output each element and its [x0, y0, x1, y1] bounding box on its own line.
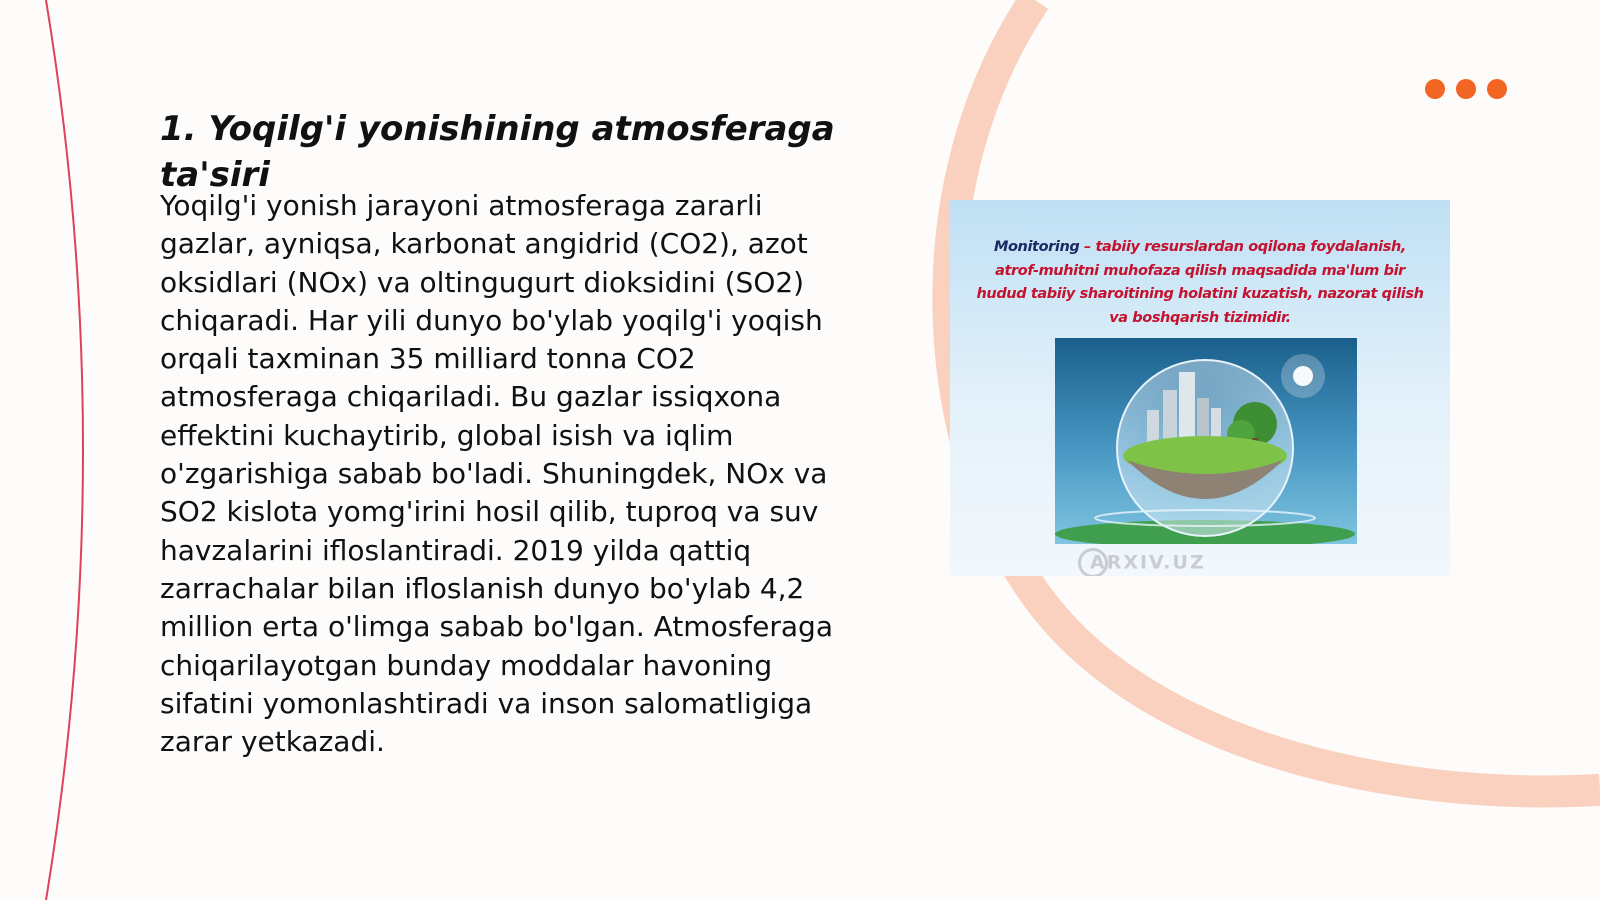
- slide-title: 1. Yoqilg'i yonishining atmosferaga ta'siri: [160, 109, 835, 195]
- caption-term: Monitoring: [993, 239, 1080, 255]
- dot: [1456, 79, 1476, 99]
- card-caption: [975, 236, 1425, 330]
- dot: [1425, 79, 1445, 99]
- left-accent-line: [46, 0, 83, 900]
- watermark-text: ARXIV.UZ: [1090, 551, 1206, 574]
- caption-definition: – tabiiy resurslardan oqilona foydalanish, atrof-muhitni muhofaza qilish maqsadida ma'lum bir hudud tabiiy sharoitining holatini kuzatish, nazorat qilish va boshqarish tizimidir.: [976, 239, 1424, 326]
- dots-menu-icon: [1425, 79, 1507, 99]
- dot: [1487, 79, 1507, 99]
- monitoring-image-card: [950, 200, 1450, 576]
- watermark: [1078, 548, 1206, 576]
- slide-body-text: Yoqilg'i yonish jarayoni atmosferaga zararli gazlar, ayniqsa, karbonat angidrid (CO2), azot oksidlari (NOx) va oltingugurt dioksidini (SO2) chiqaradi. Har yili dunyo bo'ylab yoqilg'i yoqish orqali taxminan 35 milliard tonna CO2 atmosferaga chiqariladi. Bu gazlar issiqxona effektini kuchaytirib, global isish va iqlim o'zgarishiga sabab bo'ladi. Shuningdek, NOx va SO2 kislota yomg'irini hosil qilib, tuproq va suv havzalarini ifloslantiradi. 2019 yilda qattiq zarrachalar bilan ifloslanish dunyo bo'ylab 4,2 million erta o'limga sabab bo'lgan. Atmosferaga chiqarilayotgan bunday moddalar havoning sifatini yomonlashtiradi va inson salomatligiga zarar yetkazadi.: [160, 189, 833, 759]
- globe-city-illustration: [1055, 338, 1357, 544]
